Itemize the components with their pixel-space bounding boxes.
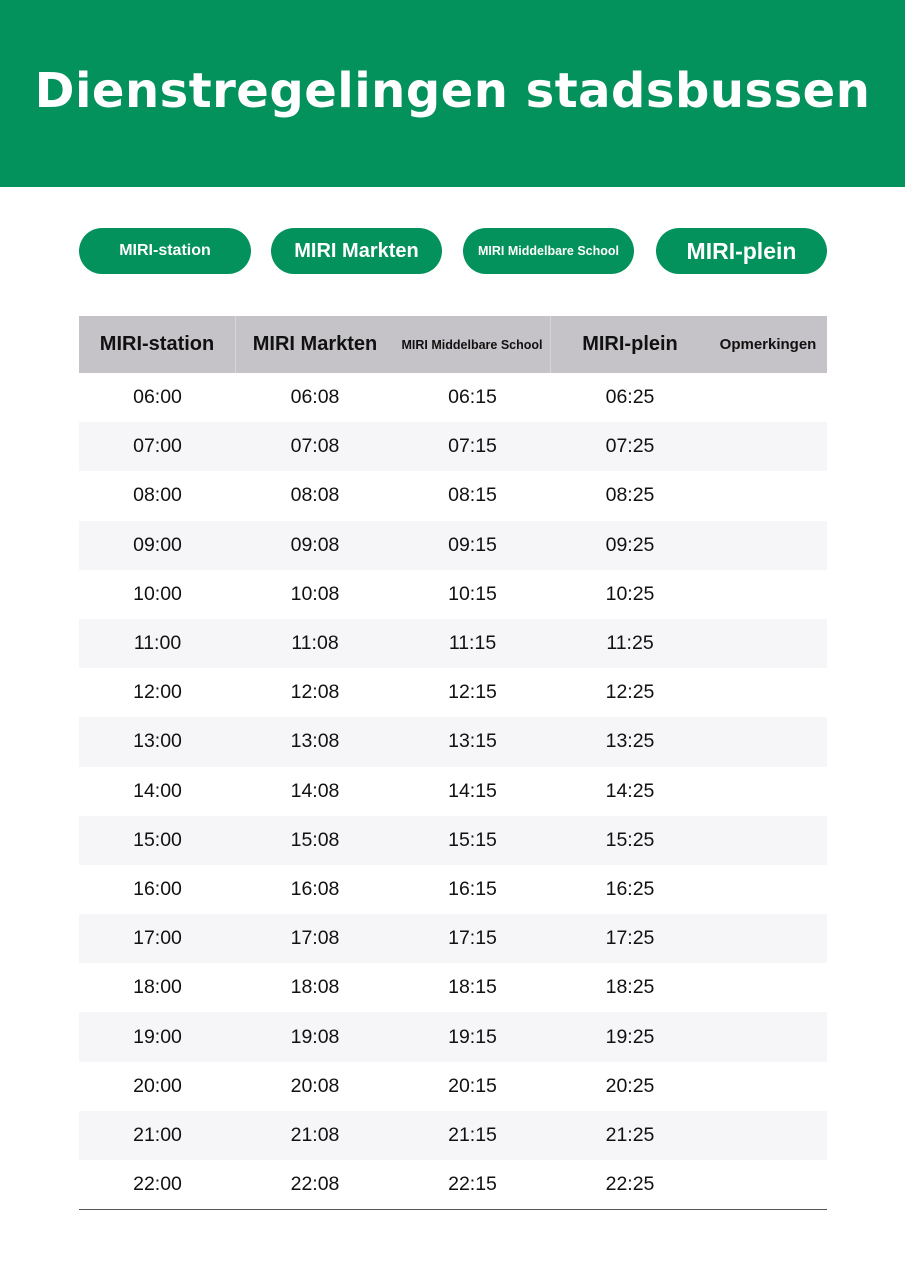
page-title: Dienstregelingen stadsbussen — [34, 62, 871, 119]
cell-opmerkingen — [709, 570, 827, 619]
cell-miri-middelbare-school: 12:15 — [448, 681, 497, 704]
cell-opmerkingen — [709, 816, 827, 865]
cell-opmerkingen — [709, 521, 827, 570]
cell-miri-middelbare-school: 07:15 — [448, 435, 497, 458]
cell-miri-plein: 14:25 — [605, 779, 655, 802]
cell-miri-markten: 22:08 — [290, 1173, 340, 1196]
cell-miri-station: 06:00 — [133, 386, 182, 409]
column-header-opmerkingen: Opmerkingen — [719, 336, 817, 353]
table-row — [79, 1160, 827, 1209]
table-row — [79, 1111, 827, 1160]
cell-miri-station: 18:00 — [133, 976, 182, 999]
cell-miri-middelbare-school: 21:15 — [448, 1123, 497, 1146]
table-row — [79, 914, 827, 963]
cell-miri-markten: 11:08 — [291, 632, 339, 655]
cell-miri-markten: 10:08 — [290, 582, 340, 605]
cell-miri-middelbare-school: 13:15 — [448, 730, 497, 753]
stop-button-miri-plein[interactable]: MIRI-plein — [656, 228, 827, 274]
cell-miri-station: 16:00 — [133, 877, 182, 900]
column-header-miri-station: MIRI-station — [79, 316, 236, 373]
cell-miri-markten: 07:08 — [290, 435, 340, 458]
stop-button-miri-middelbare-school[interactable]: MIRI Middelbare School — [463, 228, 634, 274]
cell-miri-markten: 14:08 — [290, 779, 340, 802]
cell-miri-plein: 20:25 — [605, 1074, 655, 1097]
cell-miri-plein: 07:25 — [605, 435, 655, 458]
stop-button-miri-markten[interactable]: MIRI Markten — [271, 228, 442, 274]
title-banner — [0, 0, 905, 187]
table-row — [79, 619, 827, 668]
cell-opmerkingen — [709, 471, 827, 520]
cell-opmerkingen — [709, 1012, 827, 1061]
stop-button-bar — [0, 228, 905, 274]
table-row — [79, 471, 827, 520]
column-header-miri-markten: MIRI Markten — [252, 333, 378, 355]
cell-miri-middelbare-school: 15:15 — [448, 828, 497, 851]
cell-opmerkingen — [709, 963, 827, 1012]
stop-button-miri-station[interactable]: MIRI-station — [79, 228, 251, 274]
table-bottom-rule — [79, 1209, 827, 1210]
table-row — [79, 422, 827, 471]
cell-miri-station: 21:00 — [133, 1123, 182, 1146]
cell-miri-plein: 18:25 — [605, 976, 655, 999]
table-row — [79, 521, 827, 570]
timetable — [79, 316, 827, 1209]
table-row — [79, 1062, 827, 1111]
cell-miri-middelbare-school: 10:15 — [448, 582, 497, 605]
cell-opmerkingen — [709, 767, 827, 816]
cell-miri-station: 19:00 — [133, 1025, 182, 1048]
cell-miri-station: 14:00 — [133, 779, 182, 802]
cell-miri-station: 11:00 — [133, 632, 182, 655]
cell-miri-plein: 17:25 — [605, 927, 655, 950]
cell-miri-station: 15:00 — [133, 828, 182, 851]
cell-miri-markten: 17:08 — [290, 927, 340, 950]
cell-miri-plein: 06:25 — [605, 386, 655, 409]
cell-miri-middelbare-school: 14:15 — [448, 779, 497, 802]
cell-miri-markten: 19:08 — [290, 1025, 340, 1048]
cell-miri-station: 09:00 — [133, 533, 182, 556]
cell-miri-middelbare-school: 06:15 — [448, 386, 497, 409]
cell-miri-markten: 09:08 — [290, 533, 340, 556]
cell-miri-middelbare-school: 11:15 — [448, 632, 497, 655]
table-row — [79, 668, 827, 717]
cell-opmerkingen — [709, 914, 827, 963]
cell-miri-plein: 08:25 — [605, 484, 655, 507]
cell-opmerkingen — [709, 422, 827, 471]
cell-miri-station: 08:00 — [133, 484, 182, 507]
cell-miri-markten: 21:08 — [290, 1123, 340, 1146]
cell-miri-markten: 12:08 — [290, 681, 340, 704]
table-header — [79, 316, 827, 373]
cell-miri-middelbare-school: 18:15 — [448, 976, 497, 999]
cell-miri-middelbare-school: 09:15 — [448, 533, 497, 556]
cell-miri-middelbare-school: 16:15 — [448, 877, 497, 900]
cell-miri-station: 22:00 — [133, 1173, 182, 1196]
table-row — [79, 767, 827, 816]
table-row — [79, 816, 827, 865]
cell-miri-plein: 19:25 — [605, 1025, 655, 1048]
cell-miri-plein: 22:25 — [605, 1173, 655, 1196]
cell-opmerkingen — [709, 373, 827, 422]
cell-miri-station: 13:00 — [133, 730, 182, 753]
cell-miri-middelbare-school: 08:15 — [448, 484, 497, 507]
cell-miri-markten: 20:08 — [290, 1074, 340, 1097]
cell-opmerkingen — [709, 1111, 827, 1160]
cell-miri-plein: 10:25 — [605, 582, 655, 605]
cell-miri-plein: 13:25 — [605, 730, 655, 753]
table-row — [79, 373, 827, 422]
cell-opmerkingen — [709, 865, 827, 914]
cell-opmerkingen — [709, 668, 827, 717]
cell-opmerkingen — [709, 1160, 827, 1209]
cell-miri-station: 07:00 — [133, 435, 182, 458]
cell-miri-station: 12:00 — [133, 681, 182, 704]
cell-opmerkingen — [709, 1062, 827, 1111]
cell-miri-station: 17:00 — [133, 927, 182, 950]
cell-miri-markten: 13:08 — [290, 730, 340, 753]
table-row — [79, 1012, 827, 1061]
cell-miri-middelbare-school: 22:15 — [448, 1173, 497, 1196]
cell-miri-plein: 16:25 — [605, 877, 655, 900]
cell-miri-middelbare-school: 19:15 — [448, 1025, 497, 1048]
column-header-miri-plein: MIRI-plein — [582, 333, 678, 355]
table-row — [79, 717, 827, 766]
column-header-miri-middelbare-school: MIRI Middelbare School — [394, 316, 551, 373]
cell-miri-plein: 12:25 — [605, 681, 655, 704]
cell-miri-plein: 15:25 — [605, 828, 655, 851]
cell-miri-plein: 09:25 — [605, 533, 655, 556]
cell-miri-middelbare-school: 17:15 — [448, 927, 497, 950]
table-body — [79, 373, 827, 1209]
cell-miri-markten: 06:08 — [290, 386, 340, 409]
cell-miri-plein: 21:25 — [605, 1123, 655, 1146]
table-row — [79, 963, 827, 1012]
cell-miri-markten: 15:08 — [290, 828, 340, 851]
cell-opmerkingen — [709, 619, 827, 668]
table-row — [79, 570, 827, 619]
cell-opmerkingen — [709, 717, 827, 766]
table-row — [79, 865, 827, 914]
cell-miri-station: 20:00 — [133, 1074, 182, 1097]
cell-miri-middelbare-school: 20:15 — [448, 1074, 497, 1097]
cell-miri-station: 10:00 — [133, 582, 182, 605]
cell-miri-markten: 16:08 — [290, 877, 340, 900]
cell-miri-markten: 18:08 — [290, 976, 340, 999]
cell-miri-markten: 08:08 — [290, 484, 340, 507]
cell-miri-plein: 11:25 — [606, 632, 654, 655]
